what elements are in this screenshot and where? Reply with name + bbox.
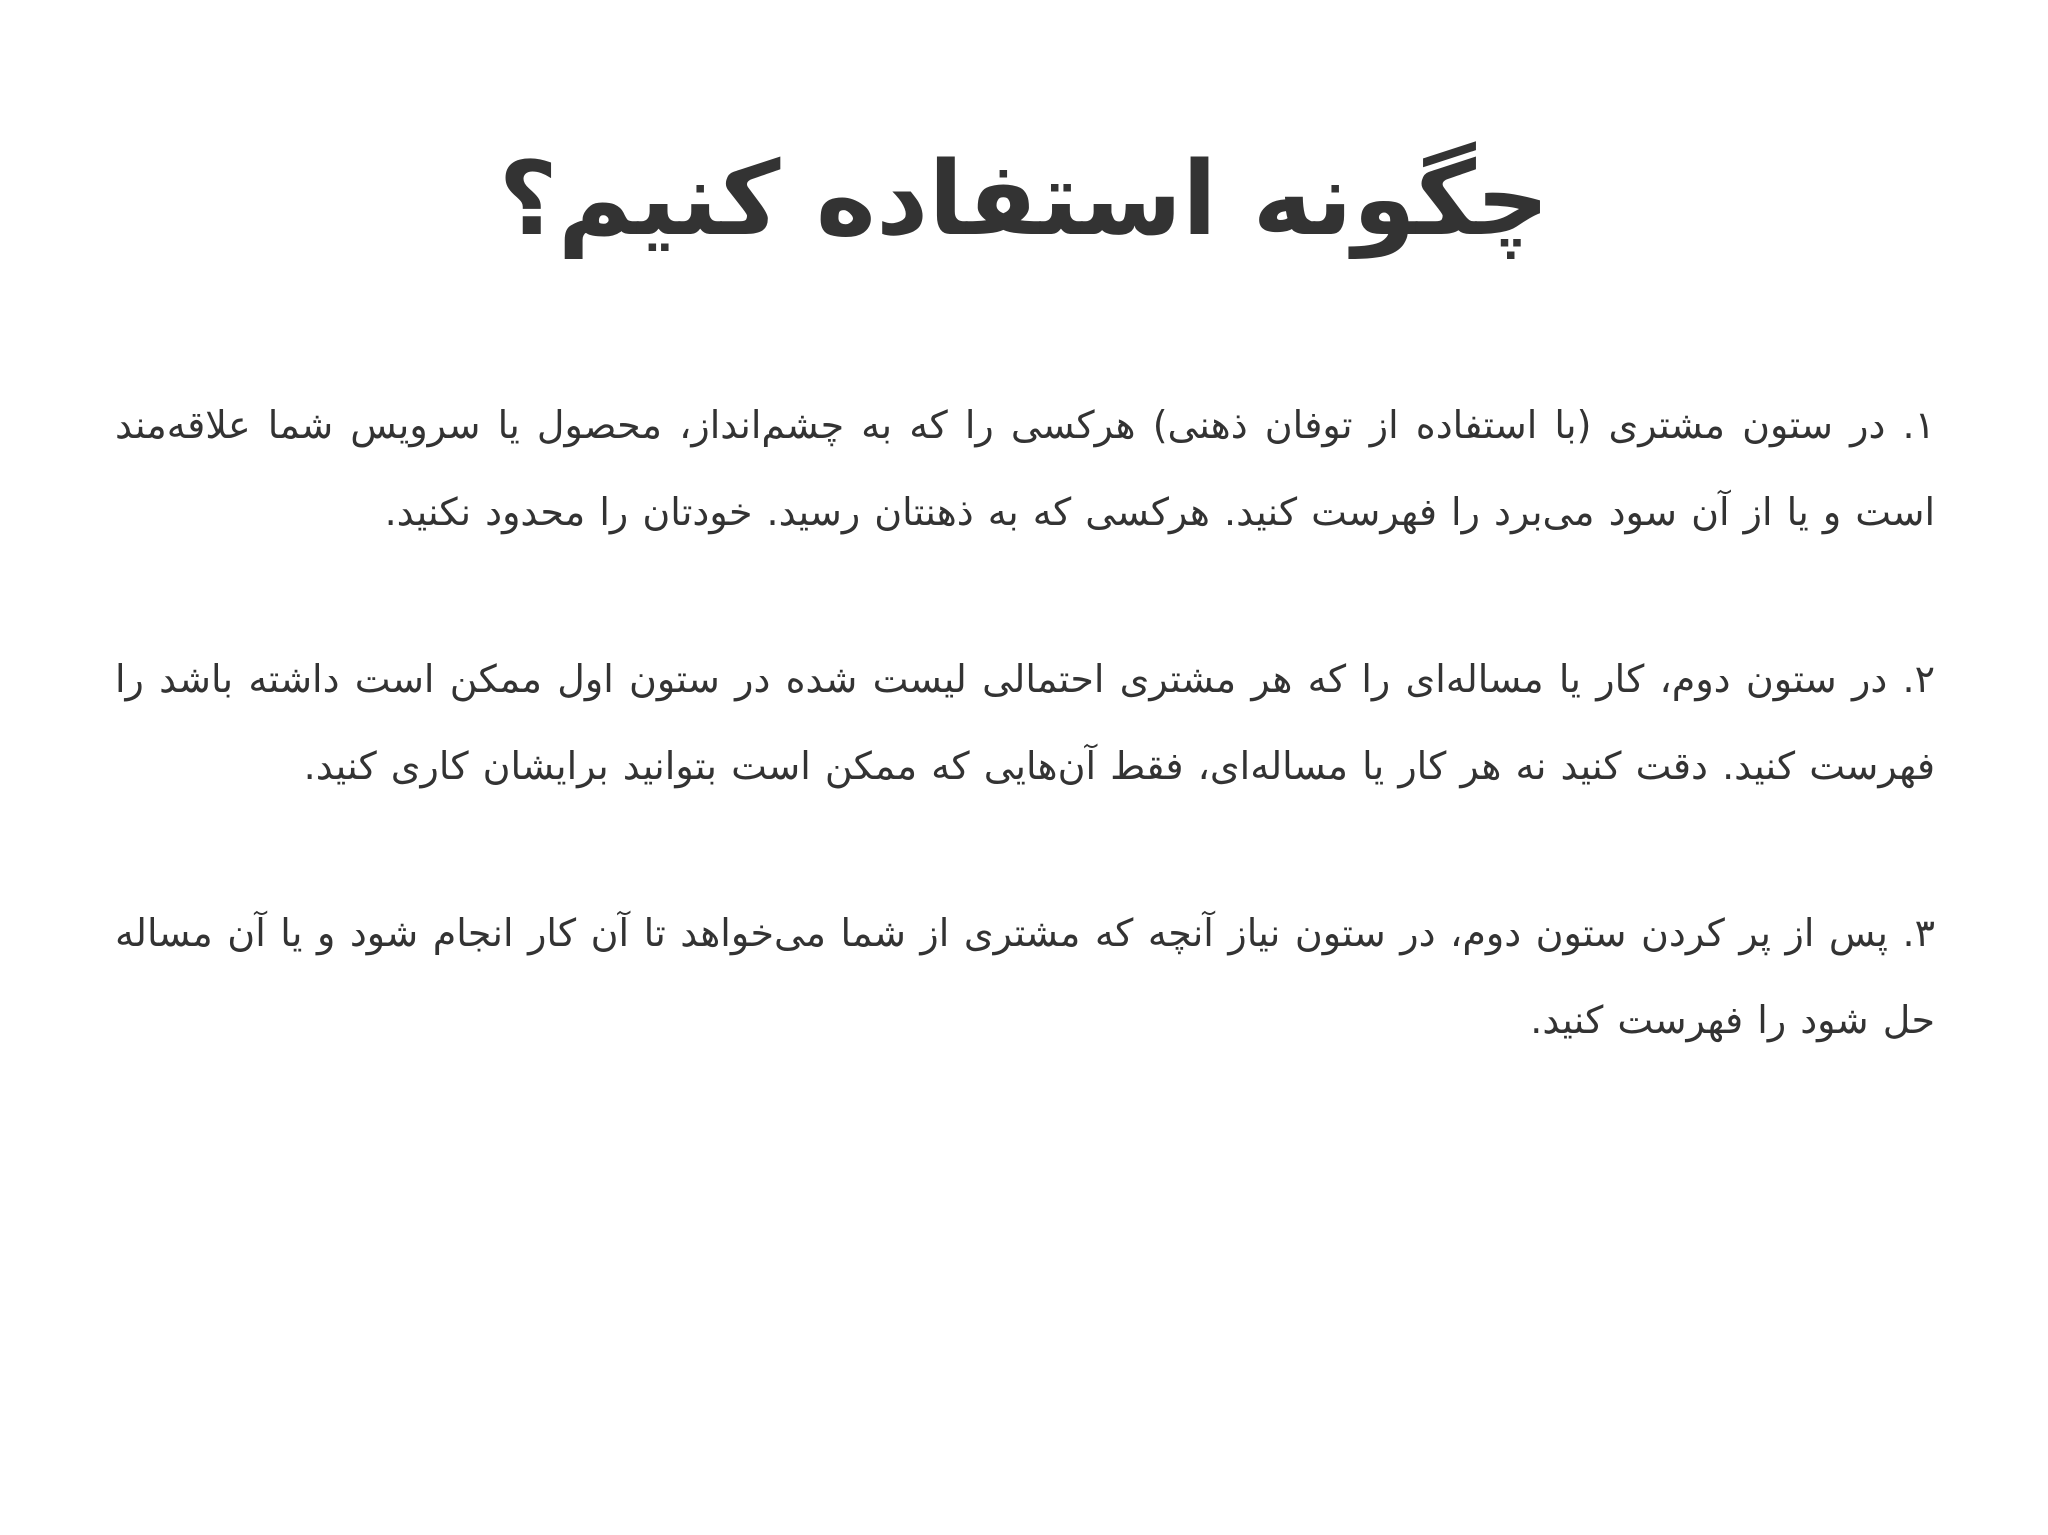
step-3-paragraph: ۳. پس از پر کردن ستون دوم، در ستون نیاز آنچه که مشتری از شما می‌خواهد تا آن کار انجام شود و یا آن مساله حل شود را فهرست کنید. <box>115 911 1935 1042</box>
page-title: چگونه استفاده کنیم؟ <box>498 140 1550 259</box>
steps-list <box>115 382 1935 1144</box>
step-1-paragraph: ۱. در ستون مشتری (با استفاده از توفان ذهنی) هرکسی را که به چشم‌انداز، محصول یا سرویس شما علاقه‌مند است و یا از آن سود می‌برد را فهرست کنید. هرکسی که به ذهنتان رسید. خودتان را محدود نکنید. <box>115 403 1935 534</box>
step-2-paragraph: ۲. در ستون دوم، کار یا مساله‌ای را که هر مشتری احتمالی لیست شده در ستون اول ممکن است داشته باشد را فهرست کنید. دقت کنید نه هر کار یا مساله‌ای، فقط آن‌هایی که ممکن است بتوانید برایشان کاری کنید. <box>115 657 1935 788</box>
